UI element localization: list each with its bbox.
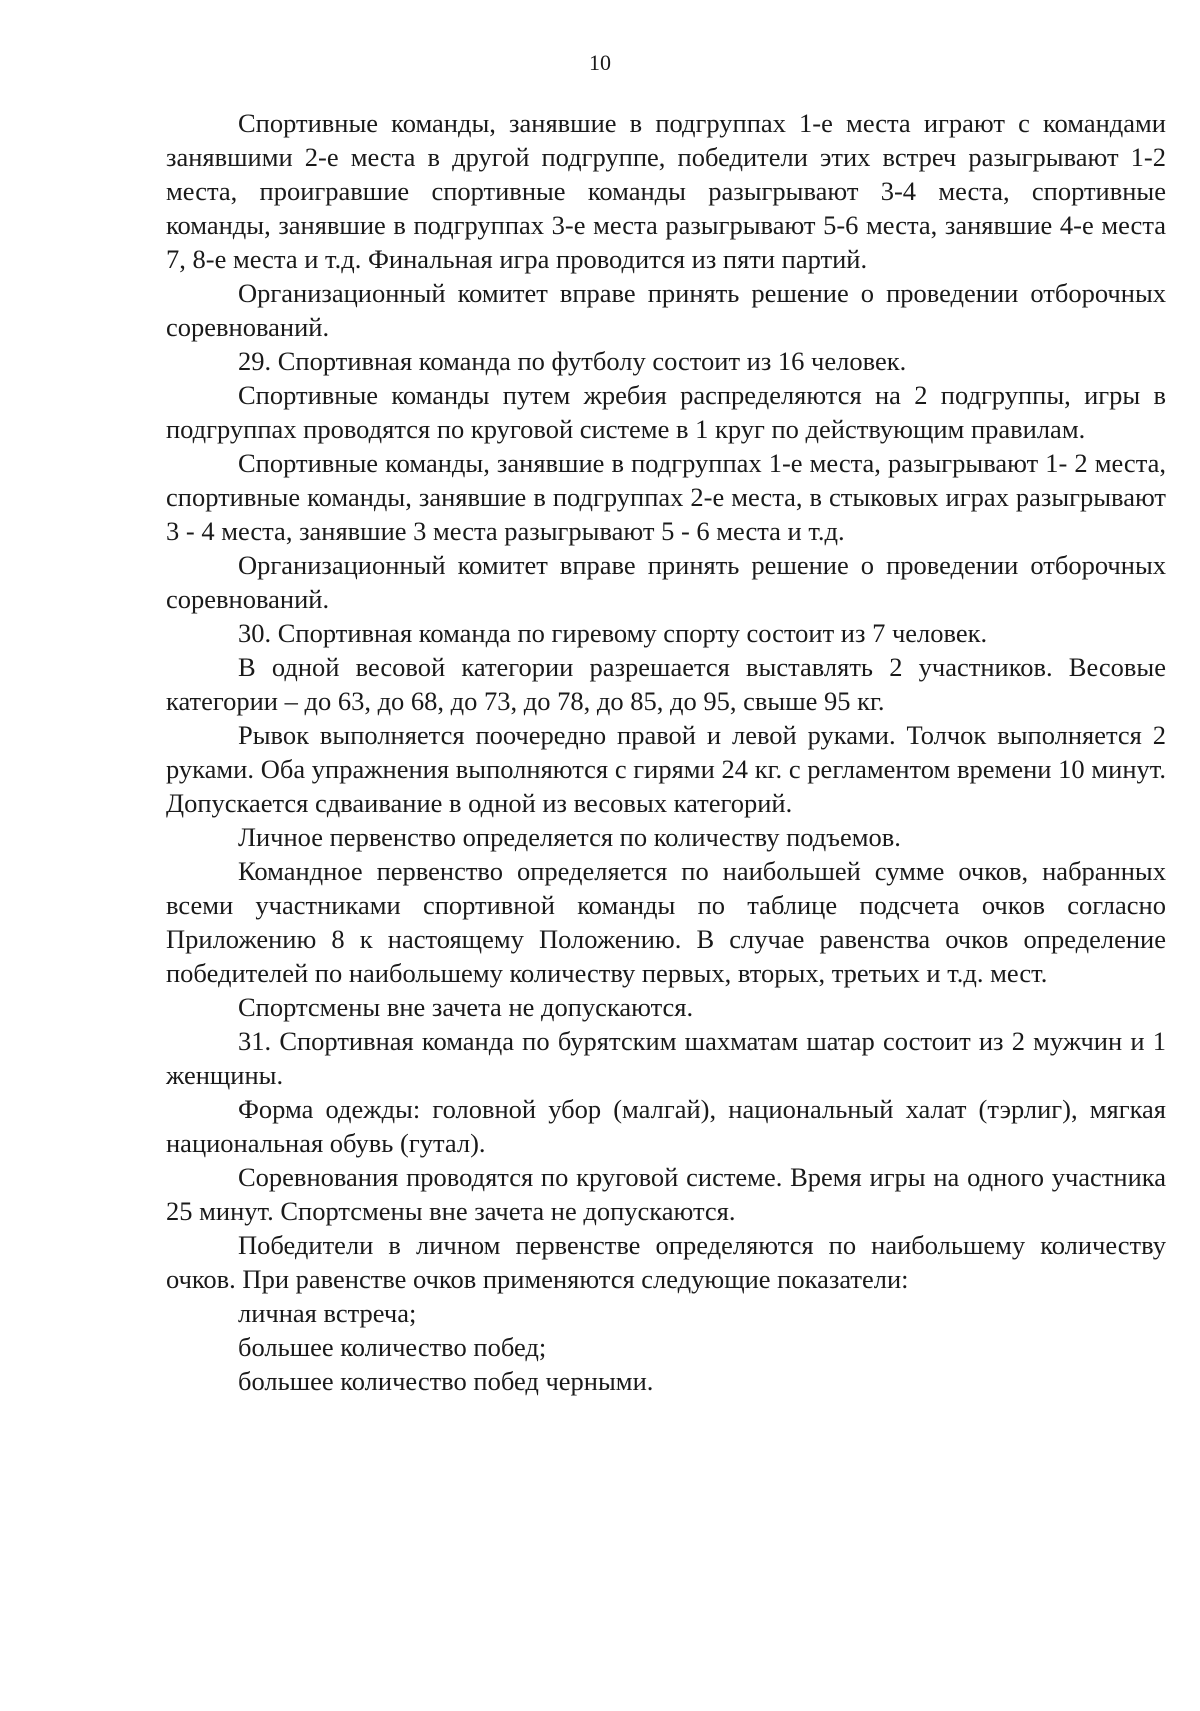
paragraph-playoff-rules: Спортивные команды, занявшие в подгруппах 1-е места играют с командами занявшими 2-е места в другой подгруппе, победители этих встреч разыгрывают 1-2 места, проигравшие спортивные команды разыгрывают 3-4 места, спортивные команды, занявшие в подгруппах 3-е места разыгрывают 5-6 места, занявшие 4-е места 7, 8-е места и т.д. Финальная игра проводится из пяти партий. [166,108,1166,274]
paragraph-no-out-of-competition: Спортсмены вне зачета не допускаются. [238,992,694,1022]
paragraph-individual-standings: Личное первенство определяется по количеству подъемов. [238,822,901,852]
paragraph-team-standings: Командное первенство определяется по наибольшей сумме очков, набранных всеми участниками спортивной команды по таблице подсчета очков согласно Приложению 8 к настоящему Положению. В случае равенства очков определение победителей по наибольшему количеству первых, вторых, третьих и т.д. мест. [166,856,1166,988]
paragraph-winners-criteria: Победители в личном первенстве определяются по наибольшему количеству очков. При равенстве очков применяются следующие показатели: [166,1230,1166,1294]
page-number: 10 [589,50,611,75]
document-body [166,106,1166,1398]
paragraph-snatch-jerk: Рывок выполняется поочередно правой и левой руками. Толчок выполняется 2 руками. Оба упражнения выполняются с гирями 24 кг. с регламентом времени 10 минут. Допускается сдваивание в одной из весовых категорий. [166,720,1166,818]
paragraph-kettlebell-team: 30. Спортивная команда по гиревому спорту состоит из 7 человек. [238,618,988,648]
paragraph-weight-categories: В одной весовой категории разрешается выставлять 2 участников. Весовые категории – до 63, до 68, до 73, до 78, до 85, до 95, свыше 95 кг. [166,652,1166,716]
paragraph-football-draw: Спортивные команды путем жребия распределяются на 2 подгруппы, игры в подгруппах проводятся по круговой системе в 1 круг по действующим правилам. [166,380,1166,444]
list-item-most-wins: большее количество побед; [238,1332,547,1362]
list-item-head-to-head: личная встреча; [238,1298,417,1328]
paragraph-org-committee-qualifiers-2: Организационный комитет вправе принять решение о проведении отборочных соревнований. [166,550,1166,614]
paragraph-football-team: 29. Спортивная команда по футболу состоит из 16 человек. [238,346,907,376]
paragraph-round-robin: Соревнования проводятся по круговой системе. Время игры на одного участника 25 минут. Спортсмены вне зачета не допускаются. [166,1162,1166,1226]
paragraph-dress-code: Форма одежды: головной убор (малгай), национальный халат (тэрлиг), мягкая национальная обувь (гутал). [166,1094,1166,1158]
paragraph-shatar-team: 31. Спортивная команда по бурятским шахматам шатар состоит из 2 мужчин и 1 женщины. [166,1026,1166,1090]
paragraph-org-committee-qualifiers: Организационный комитет вправе принять решение о проведении отборочных соревнований. [166,278,1166,342]
list-item-most-wins-black: большее количество побед черными. [238,1366,654,1396]
paragraph-football-placings: Спортивные команды, занявшие в подгруппах 1-е места, разыгрывают 1- 2 места, спортивные команды, занявшие в подгруппах 2-е места, в стыковых играх разыгрывают 3 - 4 места, занявшие 3 места разыгрывают 5 - 6 места и т.д. [166,448,1166,546]
